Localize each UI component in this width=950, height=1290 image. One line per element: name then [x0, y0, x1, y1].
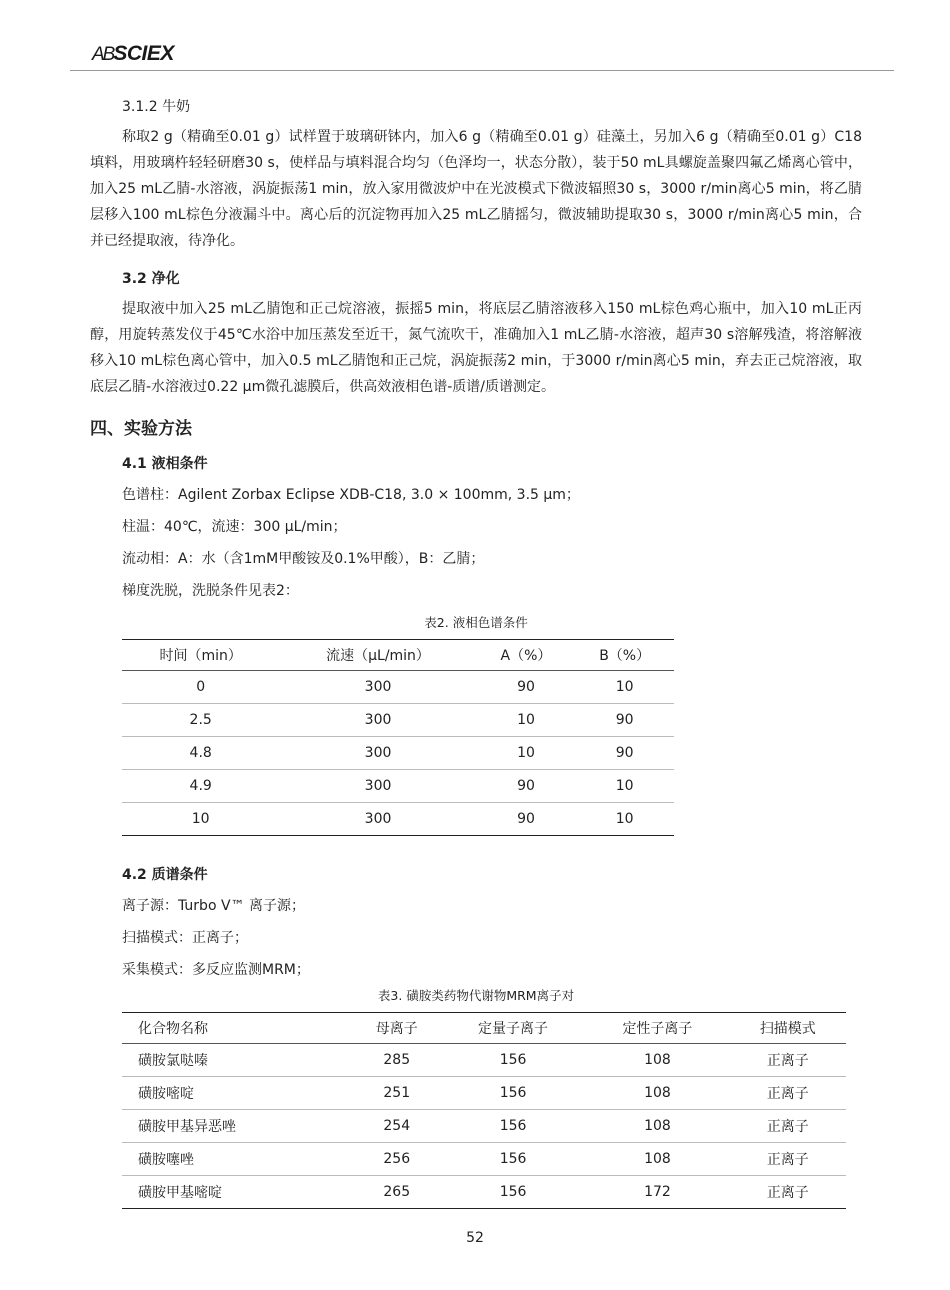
table-row: [122, 770, 674, 803]
table-header: B（%）: [575, 640, 674, 671]
table-cell: 156: [441, 1110, 585, 1143]
table-cell: 磺胺甲基异恶唑: [122, 1110, 353, 1143]
table-cell: 156: [441, 1077, 585, 1110]
table-cell: 10: [122, 803, 279, 836]
table-header: 时间（min）: [122, 640, 279, 671]
section-3-1-2-title: 3.1.2 牛奶: [122, 99, 191, 115]
table-header: A（%）: [477, 640, 576, 671]
table-cell: 10: [477, 737, 576, 770]
table-cell: 254: [353, 1110, 441, 1143]
section-4-2-title: 4.2 质谱条件: [122, 867, 208, 883]
table-header-row: [122, 1013, 846, 1044]
header-divider: [70, 70, 894, 71]
table-cell: 300: [279, 671, 476, 704]
table-cell: 0: [122, 671, 279, 704]
table-cell: 156: [441, 1176, 585, 1209]
logo-ab: AB: [92, 44, 114, 65]
table-cell: 磺胺嘧啶: [122, 1077, 353, 1110]
table-cell: 10: [575, 803, 674, 836]
sciex-logo: [92, 42, 174, 66]
table-row: [122, 737, 674, 770]
table-row: [122, 1143, 846, 1176]
table-cell: 300: [279, 737, 476, 770]
table-row: [122, 671, 674, 704]
table2-caption: 表2. 液相色谱条件: [424, 615, 528, 630]
table-cell: 108: [585, 1110, 729, 1143]
table-cell: 90: [477, 803, 576, 836]
table-cell: 285: [353, 1044, 441, 1077]
table-header: 母离子: [353, 1013, 441, 1044]
gradient-line: 梯度洗脱，洗脱条件见表2：: [122, 583, 299, 599]
mobile-phase-line: 流动相：A：水（含1mM甲酸铵及0.1%甲酸），B：乙腈；: [122, 551, 485, 567]
table-cell: 4.8: [122, 737, 279, 770]
table-cell: 10: [575, 671, 674, 704]
table-cell: 108: [585, 1143, 729, 1176]
ion-source-line: 离子源：Turbo V™ 离子源；: [122, 898, 305, 914]
table-header: 化合物名称: [122, 1013, 353, 1044]
table-row: [122, 1110, 846, 1143]
table-header: 流速（μL/min）: [279, 640, 476, 671]
table-cell: 90: [575, 737, 674, 770]
table-header-row: [122, 640, 674, 671]
table-header: 扫描模式: [730, 1013, 846, 1044]
table-cell: 300: [279, 803, 476, 836]
column-line: 色谱柱：Agilent Zorbax Eclipse XDB-C18, 3.0 × 100mm, 3.5 μm；: [122, 487, 580, 503]
table3-caption: 表3. 磺胺类药物代谢物MRM离子对: [377, 988, 575, 1003]
table-cell: 2.5: [122, 704, 279, 737]
table-cell: 300: [279, 704, 476, 737]
section-3-1-2-text: 称取2 g（精确至0.01 g）试样置于玻璃研钵内，加入6 g（精确至0.01 g）硅藻土，另加入6 g（精确至0.01 g）C18填料，用玻璃杵轻轻研磨30 s，使样品与填料混合均匀（色泽均一，状态分散），装于50 mL具螺旋盖聚四氟乙烯离心管中，加入25 mL乙腈-水溶液，涡旋振荡1 min，放入家用微波炉中在光波模式下微波辐照30 s，3000 r/min离心5 min，将乙腈层移入100 mL棕色分液漏斗中。离心后的沉淀物再加入25 mL乙腈摇匀，微波辅助提取30 s，3000 r/min离心5 min，合并已经提取液，待净化。: [90, 129, 862, 249]
table-cell: 265: [353, 1176, 441, 1209]
page-number: 52: [466, 1230, 484, 1246]
temperature-line: 柱温：40℃，流速：300 μL/min；: [122, 519, 347, 535]
lc-conditions-table: [122, 639, 674, 836]
table-row: [122, 1044, 846, 1077]
table-cell: 156: [441, 1044, 585, 1077]
table-cell: 正离子: [730, 1077, 846, 1110]
table-row: [122, 704, 674, 737]
logo-sciex: SCIEX: [113, 42, 174, 65]
table-row: [122, 1176, 846, 1209]
table-row: [122, 803, 674, 836]
table-cell: 正离子: [730, 1044, 846, 1077]
table-header: 定性子离子: [585, 1013, 729, 1044]
table-cell: 108: [585, 1044, 729, 1077]
acquisition-mode-line: 采集模式：多反应监测MRM；: [122, 962, 310, 978]
table-cell: 4.9: [122, 770, 279, 803]
table-cell: 磺胺氯哒嗪: [122, 1044, 353, 1077]
table-cell: 172: [585, 1176, 729, 1209]
table-cell: 10: [575, 770, 674, 803]
table-cell: 256: [353, 1143, 441, 1176]
section-3-2-text: 提取液中加入25 mL乙腈饱和正己烷溶液，振摇5 min，将底层乙腈溶液移入150 mL棕色鸡心瓶中，加入10 mL正丙醇，用旋转蒸发仪于45℃水浴中加压蒸发至近干，氮气流吹干，准确加入1 mL乙腈-水溶液，超声30 s溶解残渣，将溶解液移入10 mL棕色离心管中，加入0.5 mL乙腈饱和正己烷，涡旋振荡2 min，于3000 r/min离心5 min，弃去正己烷溶液，取底层乙腈-水溶液过0.22 μm微孔滤膜后，供高效液相色谱-质谱/质谱测定。: [90, 301, 862, 395]
table-cell: 251: [353, 1077, 441, 1110]
table-cell: 300: [279, 770, 476, 803]
table-header: 定量子离子: [441, 1013, 585, 1044]
table-cell: 90: [477, 671, 576, 704]
document-body: [90, 96, 862, 1209]
table-cell: 156: [441, 1143, 585, 1176]
table-cell: 90: [575, 704, 674, 737]
mrm-ion-pairs-table: [122, 1012, 846, 1209]
table-cell: 磺胺甲基嘧啶: [122, 1176, 353, 1209]
table-row: [122, 1077, 846, 1110]
table-cell: 10: [477, 704, 576, 737]
scan-mode-line: 扫描模式：正离子；: [122, 930, 248, 946]
table-cell: 108: [585, 1077, 729, 1110]
table-cell: 正离子: [730, 1176, 846, 1209]
table-cell: 磺胺噻唑: [122, 1143, 353, 1176]
section-4-1-title: 4.1 液相条件: [122, 456, 208, 472]
table-cell: 正离子: [730, 1110, 846, 1143]
section-4-title: 四、实验方法: [90, 419, 192, 439]
table-cell: 90: [477, 770, 576, 803]
section-3-2-title: 3.2 净化: [122, 271, 180, 287]
table-cell: 正离子: [730, 1143, 846, 1176]
